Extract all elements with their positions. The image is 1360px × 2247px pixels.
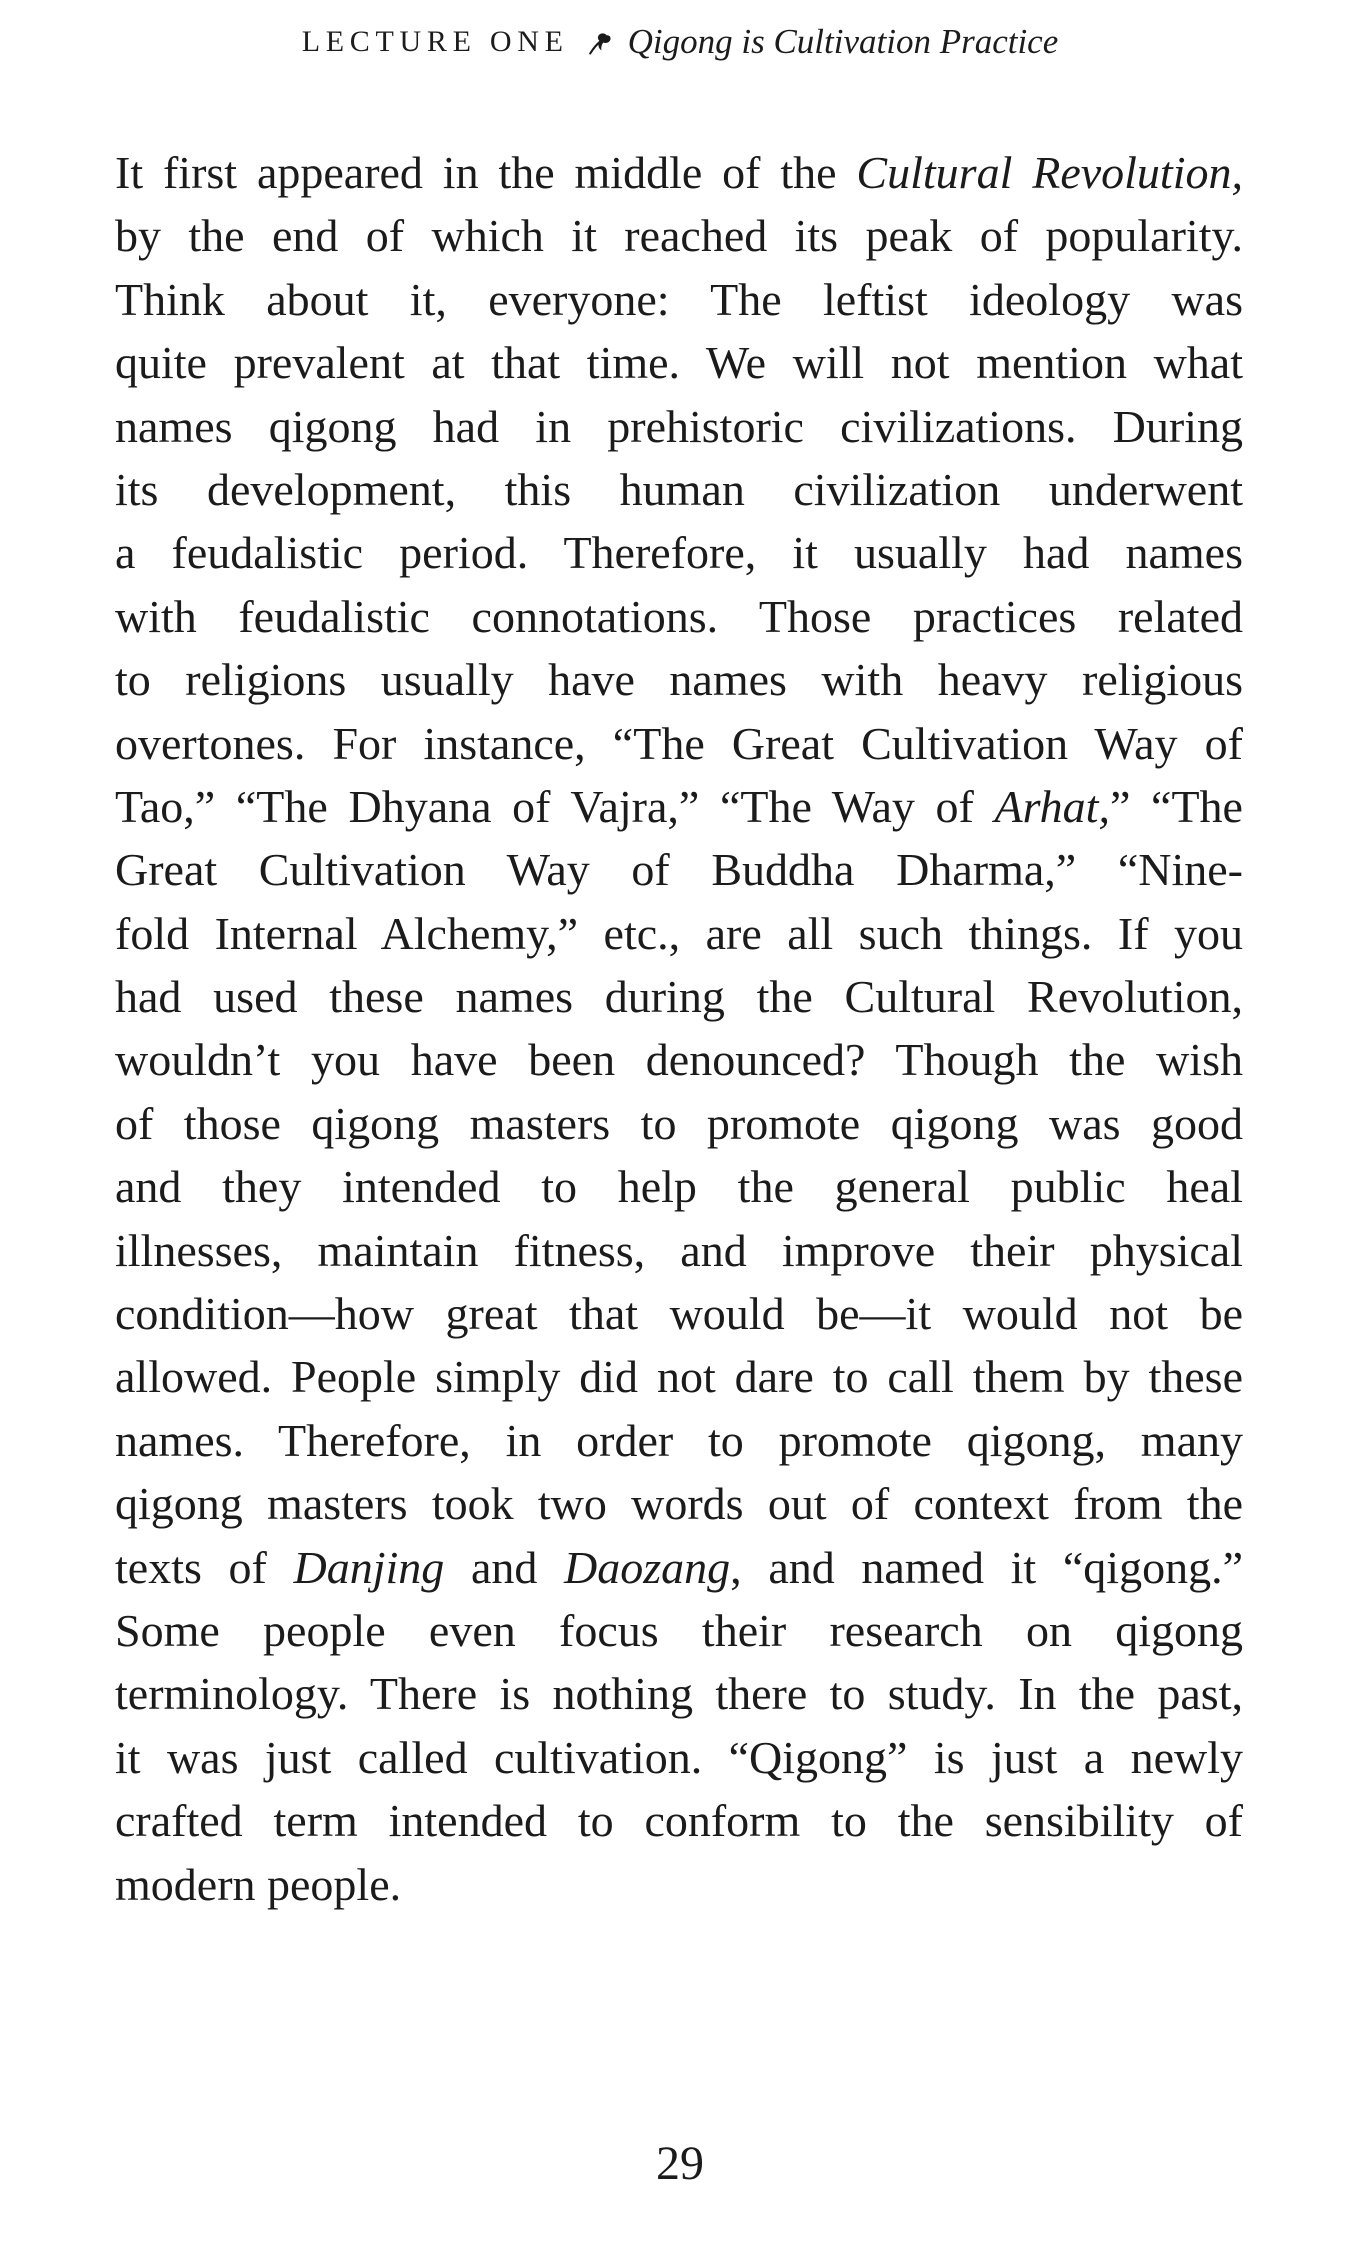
text-line: Think about it, everyone: The leftist ideology was bbox=[115, 273, 1243, 325]
text-line: to religions usually have names with heavy religious bbox=[115, 654, 1243, 706]
text-line: modern people. bbox=[115, 1858, 402, 1910]
text-line: names. Therefore, in order to promote qigong, many bbox=[115, 1414, 1243, 1466]
text-line: fold Internal Alchemy,” etc., are all such things. If you bbox=[115, 907, 1243, 959]
page-number: 29 bbox=[656, 2137, 704, 2190]
text-line: names qigong had in prehistoric civilizations. During bbox=[115, 400, 1243, 452]
text-line: crafted term intended to conform to the sensibility of bbox=[115, 1795, 1243, 1847]
text-line: had used these names during the Cultural Revolution, bbox=[115, 971, 1243, 1023]
text-line: illnesses, maintain fitness, and improve their physical bbox=[115, 1224, 1243, 1276]
text-line: Tao,” “The Dhyana of Vajra,” “The Way of Arhat,” “The bbox=[115, 780, 1243, 832]
header-section-label: LECTURE ONE bbox=[301, 24, 569, 58]
fleuron-icon bbox=[587, 30, 614, 57]
text-line: condition—how great that would be—it would not be bbox=[115, 1288, 1243, 1340]
text-line: allowed. People simply did not dare to call them by these bbox=[115, 1351, 1243, 1403]
text-line: a feudalistic period. Therefore, it usually had names bbox=[115, 527, 1243, 579]
text-line: Some people even focus their research on qigong bbox=[115, 1604, 1243, 1656]
text-line: Great Cultivation Way of Buddha Dharma,” “Nine- bbox=[115, 844, 1243, 896]
text-line: and they intended to help the general public heal bbox=[115, 1161, 1243, 1213]
text-line: by the end of which it reached its peak of popularity. bbox=[115, 210, 1243, 262]
text-line: of those qigong masters to promote qigong was good bbox=[115, 1097, 1243, 1149]
text-line: qigong masters took two words out of context from the bbox=[115, 1478, 1243, 1530]
text-line: its development, this human civilization underwent bbox=[115, 463, 1243, 515]
text-line: texts of Danjing and Daozang, and named it “qigong.” bbox=[115, 1541, 1243, 1593]
text-line: wouldn’t you have been denounced? Though the wish bbox=[115, 1034, 1243, 1086]
text-line: It first appeared in the middle of the Cultural Revolution, bbox=[115, 147, 1243, 198]
page-footer bbox=[0, 2137, 1360, 2190]
text-line: terminology. There is nothing there to study. In the past, bbox=[115, 1668, 1243, 1720]
text-line: it was just called cultivation. “Qigong” is just a newly bbox=[115, 1731, 1243, 1783]
text-line: overtones. For instance, “The Great Cultivation Way of bbox=[115, 717, 1243, 769]
body-text bbox=[115, 141, 1243, 1916]
running-header bbox=[0, 24, 1360, 59]
header-chapter-title: Qigong is Cultivation Practice bbox=[627, 22, 1059, 61]
text-line: with feudalistic connotations. Those practices related bbox=[115, 590, 1243, 642]
text-line: quite prevalent at that time. We will not mention what bbox=[115, 337, 1243, 389]
